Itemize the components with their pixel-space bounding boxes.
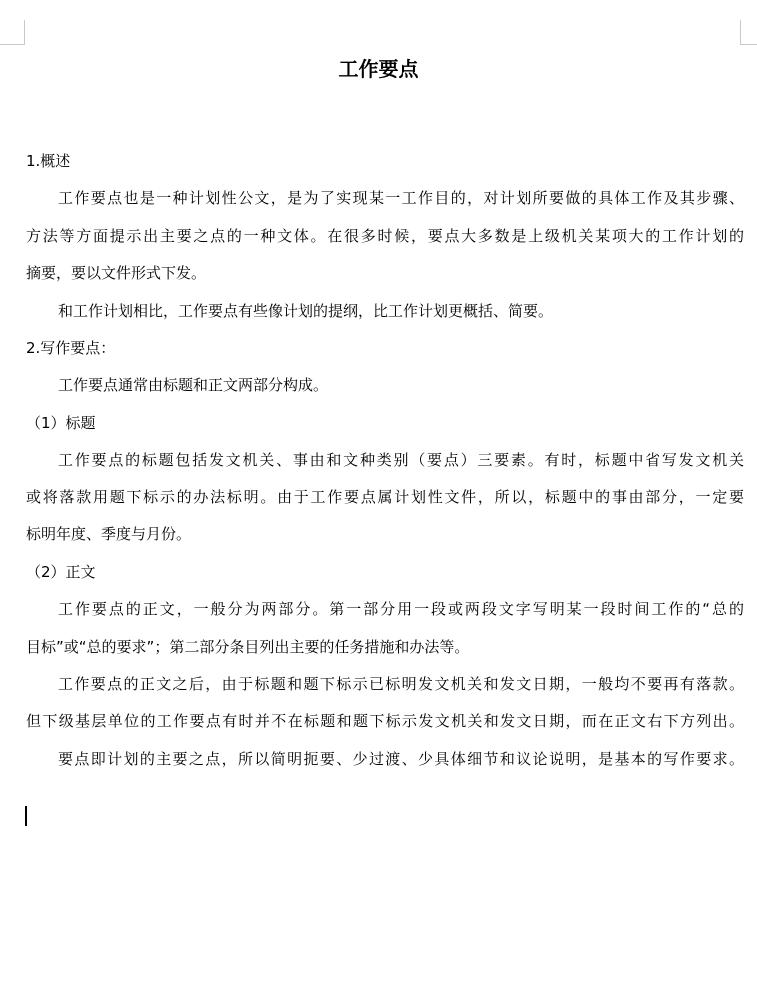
paragraph-line: 目标”或“总的要求”；第二部分条目列出主要的任务措施和办法等。 xyxy=(26,638,470,656)
paragraph-line: 和工作计划相比，工作要点有些像计划的提纲，比工作计划更概括、简要。 xyxy=(58,302,554,320)
document-title: 工作要点 xyxy=(338,57,419,81)
page-corner-mark-top-left xyxy=(0,20,25,45)
heading-writing-points: 2.写作要点： xyxy=(26,339,116,357)
paragraph-line: 工作要点也是一种计划性公文，是为了实现某一工作目的，对计划所要做的具体工作及其步骤、 xyxy=(58,189,744,207)
paragraph-line: 或将落款用题下标示的办法标明。由于工作要点属计划性文件，所以，标题中的事由部分，一定要 xyxy=(26,488,744,506)
paragraph-line: 标明年度、季度与月份。 xyxy=(26,525,192,543)
paragraph-line: 要点即计划的主要之点，所以简明扼要、少过渡、少具体细节和议论说明，是基本的写作要求。 xyxy=(58,750,744,768)
heading-overview: 1.概述 xyxy=(26,152,71,170)
paragraph-line: 但下级基层单位的工作要点有时并不在标题和题下标示发文机关和发文日期，而在正文右下方列出。 xyxy=(26,712,744,730)
page-corner-mark-top-right xyxy=(740,20,757,45)
paragraph-line: 工作要点的正文，一般分为两部分。第一部分用一段或两段文字写明某一段时间工作的“总的 xyxy=(58,600,744,618)
paragraph-line: 工作要点通常由标题和正文两部分构成。 xyxy=(58,376,329,394)
paragraph-line: 摘要，要以文件形式下发。 xyxy=(26,264,207,282)
paragraph-line: 工作要点的正文之后，由于标题和题下标示已标明发文机关和发文日期，一般均不要再有落款。 xyxy=(58,675,744,693)
subheading-title: （1）标题 xyxy=(26,414,96,432)
paragraph-line: 工作要点的标题包括发文机关、事由和文种类别（要点）三要素。有时，标题中省写发文机关 xyxy=(58,451,744,469)
text-cursor xyxy=(25,806,27,826)
subheading-body: （2）正文 xyxy=(26,563,96,581)
paragraph-line: 方法等方面提示出主要之点的一种文体。在很多时候，要点大多数是上级机关某项大的工作计划的 xyxy=(26,227,744,245)
